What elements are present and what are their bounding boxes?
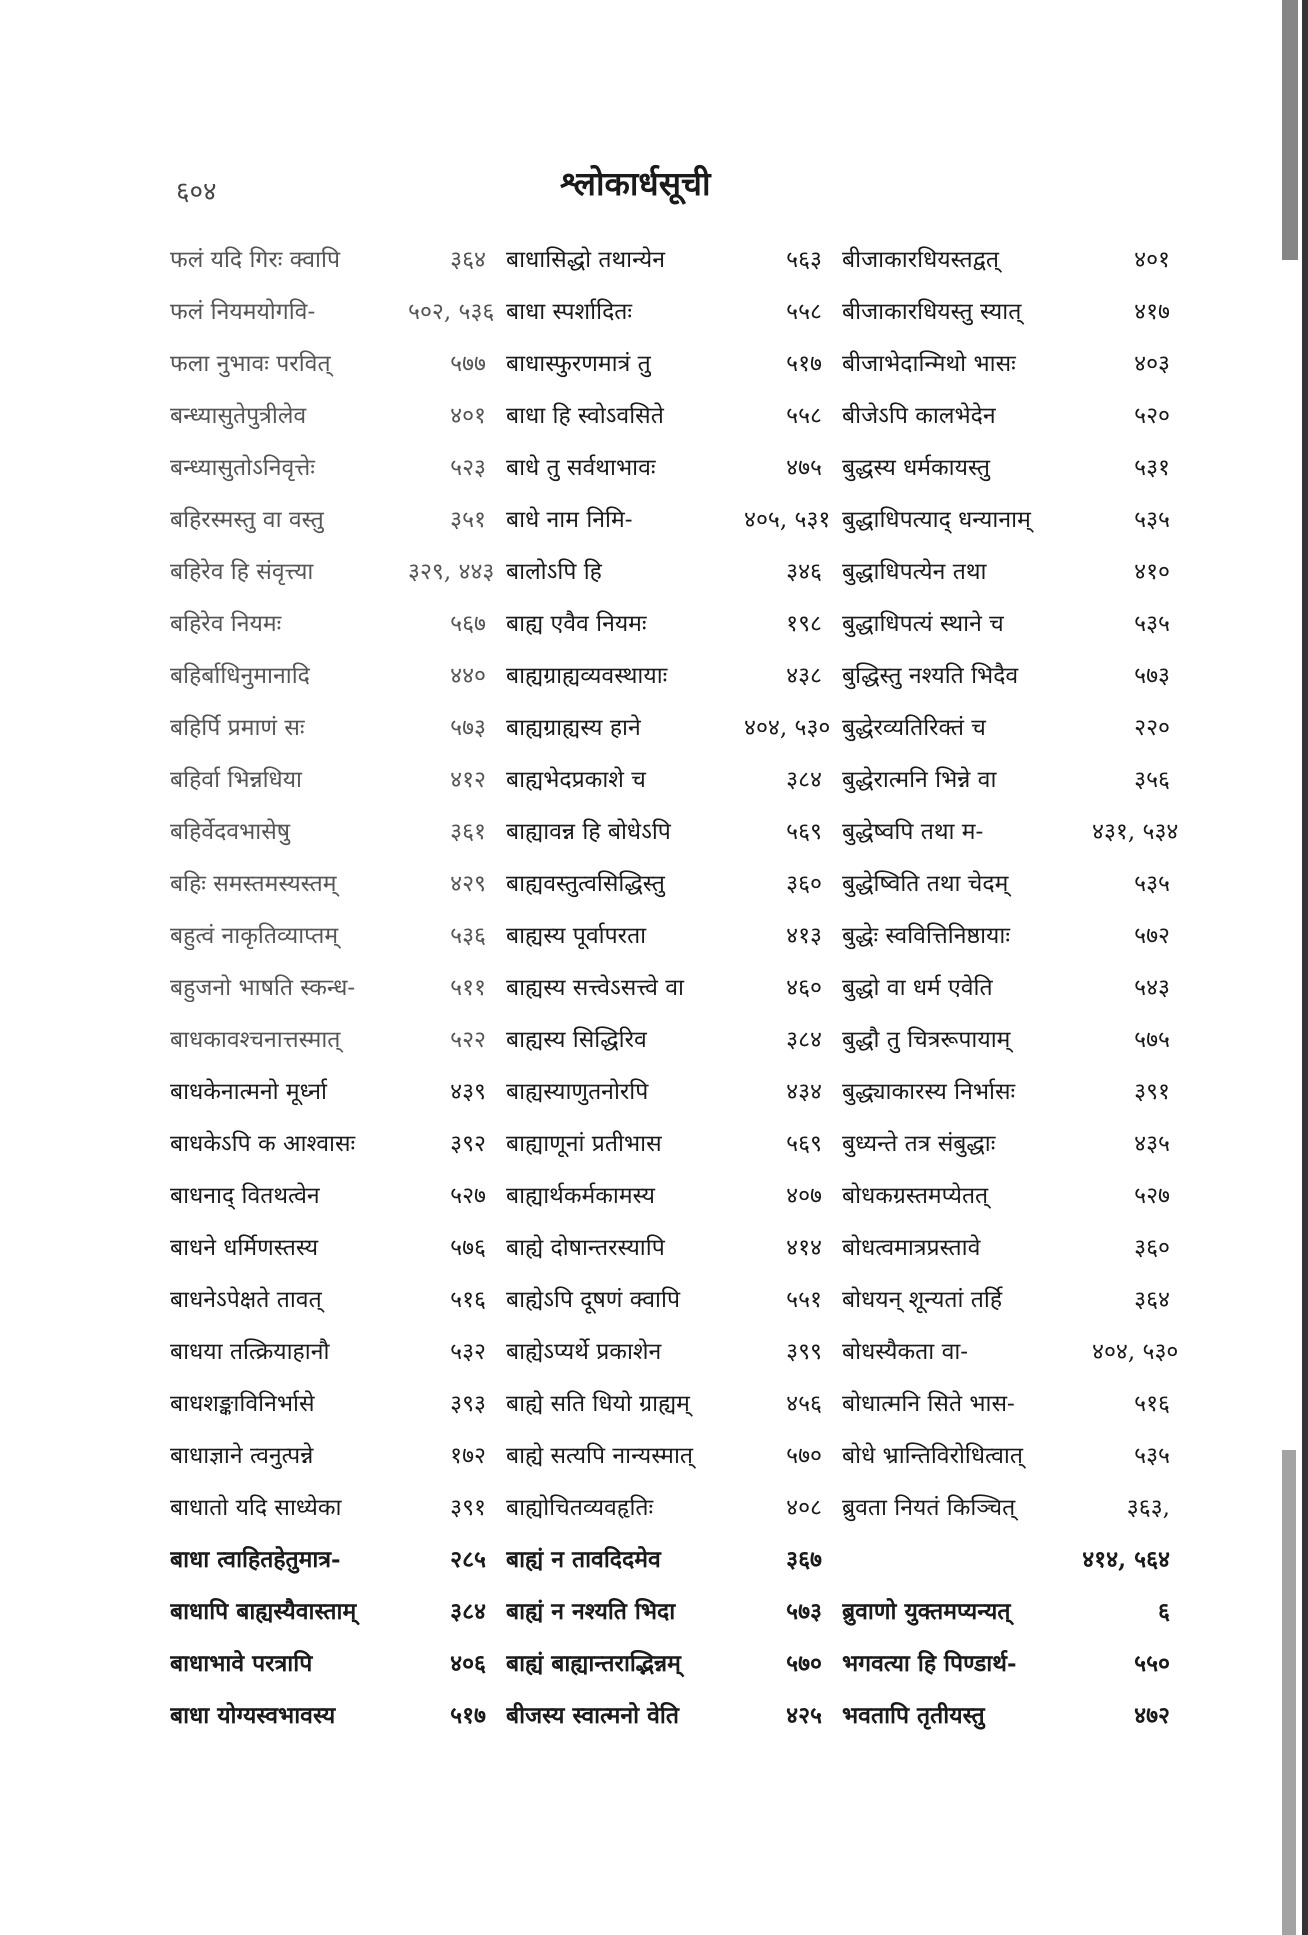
page-ref: ४१२: [450, 767, 486, 793]
index-entry: [842, 1126, 1170, 1158]
verse-half: बाह्यभेदप्रकाशे च: [506, 767, 646, 793]
page-ref: ४०८: [786, 1495, 822, 1521]
page-ref: ५२७: [1134, 1183, 1170, 1209]
page-ref: ५७५: [1134, 1027, 1170, 1053]
verse-half: बहुजनो भाषति स्कन्ध-: [170, 975, 356, 1001]
page-ref: ४०७: [786, 1183, 822, 1209]
page-ref: ५३५: [1134, 1443, 1170, 1469]
index-entry: [506, 1074, 842, 1106]
page-ref: ४७५: [786, 455, 822, 481]
index-entry: [506, 1178, 842, 1210]
index-entry: [842, 554, 1170, 586]
index-table: [170, 232, 1179, 1740]
page-ref: ४६०: [786, 975, 822, 1001]
page-ref: ५२२: [450, 1027, 486, 1053]
verse-half: बाह्योचितव्यवहृतिः: [506, 1495, 654, 1521]
index-entry: [506, 658, 842, 690]
verse-half: बाधापि बाह्यस्यैवास्ताम्: [170, 1598, 357, 1625]
page-ref: ५६९: [786, 1131, 822, 1157]
verse-half: बुद्ध्याकारस्य निर्भासः: [842, 1079, 1016, 1105]
index-entry: [506, 1386, 842, 1418]
verse-half: बहिर्बाधिनुमानादि: [170, 663, 310, 689]
verse-half: बालोऽपि हि: [506, 559, 602, 585]
verse-half: बाह्यावन्न हि बोधेऽपि: [506, 819, 671, 845]
index-entry: [506, 1698, 842, 1730]
verse-half: बहिः समस्तमस्यस्तम्: [170, 871, 337, 897]
index-entry: [842, 1438, 1170, 1470]
page-ref: ५३६: [450, 923, 486, 949]
table-row: [170, 1584, 1170, 1636]
table-row: [170, 232, 1170, 284]
page-ref: ५५८: [786, 299, 822, 325]
page-ref: ३६७: [786, 1546, 822, 1573]
page-number: ६०४: [176, 177, 217, 207]
index-entry: [506, 710, 842, 742]
verse-half: बहिरेव नियमः: [170, 611, 282, 637]
page-ref: ३९३: [450, 1391, 486, 1417]
page-ref: ४१७: [1134, 299, 1170, 325]
scan-edge-shadow-bottom: [1282, 1450, 1296, 1935]
verse-half: बाधकेऽपि क आश्वासः: [170, 1131, 356, 1157]
page-ref: ५६९: [786, 819, 822, 845]
index-entry: [842, 762, 1170, 794]
verse-half: बाधा स्पर्शादितः: [506, 299, 633, 325]
verse-half: बोधस्यैकता वा-: [842, 1339, 969, 1365]
verse-half: बाधातो यदि साध्येका: [170, 1495, 342, 1521]
verse-half: बाह्येऽप्यर्थे प्रकाशेन: [506, 1339, 662, 1365]
table-row: [170, 1688, 1170, 1740]
page-ref: ५५०: [1134, 1650, 1170, 1677]
verse-half: बुद्धाधिपत्याद् धन्यानाम्: [842, 507, 1031, 533]
verse-half: बाह्याणूनां प्रतीभास: [506, 1131, 662, 1157]
verse-half: बुद्धेरात्मनि भिन्ने वा: [842, 767, 997, 793]
index-entry: [506, 398, 842, 430]
page-ref: ४३४: [786, 1079, 822, 1105]
index-entry: [170, 1178, 506, 1210]
verse-half: बीजेऽपि कालभेदेन: [842, 403, 996, 429]
page-ref: ३६०: [786, 871, 822, 897]
index-entry: [842, 1698, 1170, 1730]
table-row: [170, 388, 1170, 440]
verse-half: ब्रुवाणो युक्तमप्यन्यत्: [842, 1598, 1011, 1625]
page-ref: ४३१, ५३४: [1092, 819, 1179, 845]
table-row: [170, 700, 1170, 752]
page-ref: ३६३,: [1126, 1495, 1170, 1521]
index-entry: [170, 1594, 506, 1626]
verse-half: ब्रुवता नियतं किञ्चित्: [842, 1495, 1016, 1521]
verse-half: बाधे तु सर्वथाभावः: [506, 455, 656, 481]
verse-half: बोधे भ्रान्तिविरोधित्वात्: [842, 1443, 1023, 1469]
index-entry: [842, 450, 1170, 482]
index-entry: [170, 1542, 506, 1574]
index-entry: [842, 1178, 1170, 1210]
page-ref: ५३१: [1134, 455, 1170, 481]
page-ref: ४०१: [450, 403, 486, 429]
verse-half: बाह्यस्य सिद्धिरिव: [506, 1027, 647, 1053]
index-entry: [842, 1282, 1170, 1314]
verse-half: बाधा योग्यस्वभावस्य: [170, 1702, 336, 1729]
index-entry: [506, 970, 842, 1002]
table-row: [170, 960, 1170, 1012]
index-entry: [842, 658, 1170, 690]
index-entry: [170, 346, 506, 378]
verse-half: बीजस्य स्वात्मनो वेति: [506, 1702, 679, 1729]
page-ref: ५४३: [1134, 975, 1170, 1001]
verse-half: बाह्ये सत्यपि नान्यस्मात्: [506, 1443, 694, 1469]
verse-half: बीजाकारधियस्तद्वत्: [842, 247, 999, 273]
index-entry: [842, 346, 1170, 378]
table-row: [170, 804, 1179, 856]
verse-half: बहिर्पि प्रमाणं सः: [170, 715, 305, 741]
verse-half: बाह्यं न नश्यति भिदा: [506, 1598, 676, 1625]
page-ref: ५१६: [1134, 1391, 1170, 1417]
table-row: [170, 1116, 1170, 1168]
index-entry: [170, 918, 506, 950]
verse-half: बाधशङ्काविनिर्भासे: [170, 1391, 315, 1417]
verse-half: बुद्धाधिपत्यं स्थाने च: [842, 611, 1004, 637]
page-ref: ३८४: [450, 1598, 486, 1625]
verse-half: बाह्य एवैव नियमः: [506, 611, 647, 637]
index-entry: [842, 1490, 1170, 1522]
page-ref: ५०२, ५३६: [408, 299, 495, 325]
page-ref: ४०६: [450, 1650, 486, 1677]
scan-edge: [1302, 0, 1308, 1935]
page-ref: ४२९: [450, 871, 486, 897]
index-entry: [842, 502, 1170, 534]
index-entry: [170, 762, 506, 794]
page-ref: ५३५: [1134, 871, 1170, 897]
index-entry: [842, 1074, 1170, 1106]
page-ref: ५३५: [1134, 611, 1170, 637]
verse-half: बोधयन् शून्यतां तर्हि: [842, 1287, 1003, 1313]
index-entry: [170, 1490, 506, 1522]
index-entry: [506, 1230, 842, 1262]
index-entry: [842, 1334, 1179, 1366]
index-entry: [842, 970, 1170, 1002]
table-row: [170, 1532, 1170, 1584]
index-entry: [506, 1490, 842, 1522]
table-row: [170, 1168, 1170, 1220]
page-ref: ३९१: [1134, 1079, 1170, 1105]
table-row: [170, 596, 1170, 648]
index-entry: [170, 294, 506, 326]
verse-half: बाह्यं बाह्यान्तराद्भिन्नम्: [506, 1650, 681, 1677]
index-entry: [170, 554, 506, 586]
table-row: [170, 1376, 1170, 1428]
index-entry: [842, 1542, 1170, 1574]
index-entry: [842, 1594, 1170, 1626]
index-entry: [170, 1646, 506, 1678]
table-row: [170, 284, 1170, 336]
table-row: [170, 440, 1170, 492]
index-entry: [170, 1438, 506, 1470]
page-ref: ४१४, ५६४: [1082, 1546, 1170, 1573]
index-entry: [170, 710, 506, 742]
verse-half: बहिरेव हि संवृत्त्या: [170, 559, 314, 585]
index-entry: [506, 502, 842, 534]
table-row: [170, 1272, 1170, 1324]
page-ref: ४७२: [1134, 1702, 1170, 1729]
index-entry: [506, 346, 842, 378]
page-ref: ४०३: [1134, 351, 1170, 377]
verse-half: बाधने धर्मिणस्तस्य: [170, 1235, 319, 1261]
verse-half: बहिर्वेदवभासेषु: [170, 819, 291, 845]
table-row: [170, 1220, 1170, 1272]
page-ref: १९८: [786, 611, 822, 637]
table-row: [170, 1428, 1170, 1480]
table-row: [170, 336, 1170, 388]
index-entry: [170, 1126, 506, 1158]
table-row: [170, 648, 1170, 700]
verse-half: भगवत्या हि पिण्डार्थ-: [842, 1650, 1017, 1677]
page-ref: ३६४: [1134, 1287, 1170, 1313]
page-ref: ३४६: [786, 559, 822, 585]
verse-half: बाधाभावे परत्रापि: [170, 1650, 313, 1677]
page-ref: ५१७: [786, 351, 822, 377]
page-ref: ४१०: [1134, 559, 1170, 585]
page-ref: ६: [1158, 1598, 1170, 1625]
page-ref: ५६७: [450, 611, 486, 637]
page-ref: ४५६: [786, 1391, 822, 1417]
page-ref: ५७०: [786, 1443, 822, 1469]
table-row: [170, 1064, 1170, 1116]
page-ref: ५१६: [450, 1287, 486, 1313]
verse-half: बुध्यन्ते तत्र संबुद्धाः: [842, 1131, 996, 1157]
index-entry: [170, 1698, 506, 1730]
index-entry: [506, 1126, 842, 1158]
index-entry: [170, 450, 506, 482]
index-entry: [170, 814, 506, 846]
index-entry: [842, 1646, 1170, 1678]
index-entry: [842, 398, 1170, 430]
page-ref: ३६१: [450, 819, 486, 845]
verse-half: बाधनेऽपेक्षते तावत्: [170, 1287, 322, 1313]
index-entry: [506, 606, 842, 638]
page-ref: २८५: [450, 1546, 486, 1573]
page-ref: ५७३: [450, 715, 486, 741]
index-entry: [170, 1074, 506, 1106]
verse-half: बाह्ये दोषान्तरस्यापि: [506, 1235, 665, 1261]
verse-half: बाधनाद् वितथत्वेन: [170, 1183, 320, 1209]
page-ref: २२०: [1134, 715, 1170, 741]
verse-half: बीजाकारधियस्तु स्यात्: [842, 299, 1022, 325]
page-ref: १७२: [450, 1443, 486, 1469]
verse-half: बुद्धो वा धर्म एवेति: [842, 975, 993, 1001]
page-ref: ३८४: [786, 1027, 822, 1053]
verse-half: फलं नियमयोगवि-: [170, 299, 316, 325]
page-ref: ५७३: [1134, 663, 1170, 689]
index-entry: [842, 606, 1170, 638]
verse-half: बुद्धाधिपत्येन तथा: [842, 559, 987, 585]
page-ref: ५५१: [786, 1287, 822, 1313]
page-ref: ४१३: [786, 923, 822, 949]
verse-half: बाधे नाम निमि-: [506, 507, 633, 533]
verse-half: बाह्यग्राह्यव्यवस्थायाः: [506, 663, 668, 689]
index-entry: [506, 918, 842, 950]
index-entry: [506, 450, 842, 482]
verse-half: बाधा हि स्वोऽवसिते: [506, 403, 664, 429]
verse-half: बहिर्वा भिन्नधिया: [170, 767, 302, 793]
table-row: [170, 492, 1170, 544]
index-entry: [842, 814, 1179, 846]
index-entry: [170, 502, 506, 534]
verse-half: बुद्धेष्वपि तथा म-: [842, 819, 984, 845]
table-row: [170, 856, 1170, 908]
verse-half: बहुत्वं नाकृतिव्याप्तम्: [170, 923, 339, 949]
page-ref: ५७३: [786, 1598, 822, 1625]
verse-half: बाधकेनात्मनो मूर्ध्ना: [170, 1079, 327, 1105]
index-entry: [842, 242, 1170, 274]
page-ref: ३९९: [786, 1339, 822, 1365]
index-entry: [170, 242, 506, 274]
page-ref: ५११: [450, 975, 486, 1001]
verse-half: बीजाभेदान्मिथो भासः: [842, 351, 1016, 377]
page-ref: ३९२: [450, 1131, 486, 1157]
verse-half: बुद्धेः स्ववित्तिनिष्ठायाः: [842, 923, 1010, 949]
page-ref: ४०५, ५३१: [744, 507, 831, 533]
verse-half: बोधत्वमात्रप्रस्तावे: [842, 1235, 981, 1261]
index-entry: [170, 1022, 506, 1054]
index-entry: [842, 1230, 1170, 1262]
page-ref: ५१७: [450, 1702, 486, 1729]
index-entry: [170, 1282, 506, 1314]
page-ref: ४०४, ५३०: [1092, 1339, 1179, 1365]
page-ref: ४३८: [786, 663, 822, 689]
index-entry: [842, 866, 1170, 898]
page-ref: ५३२: [450, 1339, 486, 1365]
verse-half: बाधया तत्क्रियाहानौ: [170, 1339, 330, 1365]
index-entry: [506, 242, 842, 274]
table-row: [170, 1012, 1170, 1064]
index-entry: [506, 814, 842, 846]
page-ref: ४३५: [1134, 1131, 1170, 1157]
verse-half: बाह्यस्य सत्त्वेऽसत्त्वे वा: [506, 975, 685, 1001]
verse-half: बाधा त्वाहितहेतुमात्र-: [170, 1546, 341, 1573]
index-entry: [506, 294, 842, 326]
index-entry: [506, 1334, 842, 1366]
verse-half: बुद्धस्य धर्मकायस्तु: [842, 455, 991, 481]
index-entry: [170, 970, 506, 1002]
index-entry: [842, 1022, 1170, 1054]
verse-half: बन्ध्यासुतोऽनिवृत्तेः: [170, 455, 315, 481]
page-ref: ४०१: [1134, 247, 1170, 273]
verse-half: बहिरस्मस्तु वा वस्तु: [170, 507, 324, 533]
page-ref: ३२९, ४४३: [408, 559, 495, 585]
verse-half: बुद्धेष्विति तथा चेदम्: [842, 871, 1009, 897]
index-entry: [170, 658, 506, 690]
page-ref: ५७७: [450, 351, 486, 377]
index-entry: [170, 398, 506, 430]
page-ref: ३८४: [786, 767, 822, 793]
verse-half: बाह्यवस्तुत्वसिद्धिस्तु: [506, 871, 665, 897]
index-entry: [170, 1230, 506, 1262]
verse-half: बोधात्मनि सिते भास-: [842, 1391, 1015, 1417]
verse-half: बाधासिद्धो तथान्येन: [506, 247, 665, 273]
page-ref: ४४०: [450, 663, 486, 689]
page-ref: ५३५: [1134, 507, 1170, 533]
page-title: श्लोकार्धसूची: [560, 164, 711, 203]
verse-half: बन्ध्यासुतेपुत्रीलेव: [170, 403, 307, 429]
index-entry: [506, 554, 842, 586]
index-entry: [506, 762, 842, 794]
index-entry: [506, 1438, 842, 1470]
index-entry: [170, 866, 506, 898]
index-entry: [842, 918, 1170, 950]
page-ref: ३५६: [1134, 767, 1170, 793]
page-ref: ५७०: [786, 1650, 822, 1677]
page-ref: ४०४, ५३०: [744, 715, 831, 741]
index-entry: [170, 1386, 506, 1418]
index-entry: [170, 1334, 506, 1366]
verse-half: भवतापि तृतीयस्तु: [842, 1702, 985, 1729]
page-ref: ५२७: [450, 1183, 486, 1209]
table-row: [170, 908, 1170, 960]
page-ref: ३५१: [450, 507, 486, 533]
page-ref: ५२३: [450, 455, 486, 481]
index-entry: [506, 1022, 842, 1054]
table-row: [170, 1480, 1170, 1532]
verse-half: बाधास्फुरणमात्रं तु: [506, 351, 651, 377]
page-ref: ३६४: [450, 247, 486, 273]
index-entry: [506, 866, 842, 898]
index-entry: [506, 1646, 842, 1678]
table-row: [170, 1636, 1170, 1688]
index-entry: [842, 710, 1170, 742]
verse-half: बुद्धिस्तु नश्यति भिदैव: [842, 663, 1019, 689]
index-entry: [506, 1594, 842, 1626]
index-entry: [842, 1386, 1170, 1418]
verse-half: बोधकग्रस्तमप्येतत्: [842, 1183, 989, 1209]
index-entry: [506, 1542, 842, 1574]
verse-half: बुद्धेरव्यतिरिक्तं च: [842, 715, 986, 741]
page-ref: ५७६: [450, 1235, 486, 1261]
verse-half: बाह्येऽपि दूषणं क्वापि: [506, 1287, 681, 1313]
page-ref: ४१४: [786, 1235, 822, 1261]
verse-half: बाह्यं न तावदिदमेव: [506, 1546, 661, 1573]
verse-half: फला नुभावः परवित्: [170, 351, 331, 377]
verse-half: बाह्यार्थकर्मकामस्य: [506, 1183, 655, 1209]
verse-half: बुद्धौ तु चित्ररूपायाम्: [842, 1027, 1011, 1053]
page-ref: ४२५: [786, 1702, 822, 1729]
page-ref: ३६०: [1134, 1235, 1170, 1261]
page-ref: ३९१: [450, 1495, 486, 1521]
verse-half: बाह्यस्य पूर्वापरता: [506, 923, 647, 949]
table-row: [170, 1324, 1179, 1376]
page-ref: ४३९: [450, 1079, 486, 1105]
verse-half: फलं यदि गिरः क्वापि: [170, 247, 341, 273]
table-row: [170, 752, 1170, 804]
verse-half: बाह्यग्राह्यस्य हाने: [506, 715, 641, 741]
page-ref: ५५८: [786, 403, 822, 429]
page-ref: ५७२: [1134, 923, 1170, 949]
verse-half: बाधाज्ञाने त्वनुत्पन्ने: [170, 1443, 314, 1469]
page-ref: ५२०: [1134, 403, 1170, 429]
page-ref: ५६३: [786, 247, 822, 273]
table-row: [170, 544, 1170, 596]
verse-half: बाह्ये सति धियो ग्राह्यम्: [506, 1391, 690, 1417]
index-entry: [170, 606, 506, 638]
index-entry: [506, 1282, 842, 1314]
verse-half: बाधकावश्चनात्तस्मात्: [170, 1027, 341, 1053]
index-entry: [842, 294, 1170, 326]
scan-edge-shadow-top: [1282, 0, 1298, 260]
verse-half: बाह्यस्याणुतनोरपि: [506, 1079, 649, 1105]
